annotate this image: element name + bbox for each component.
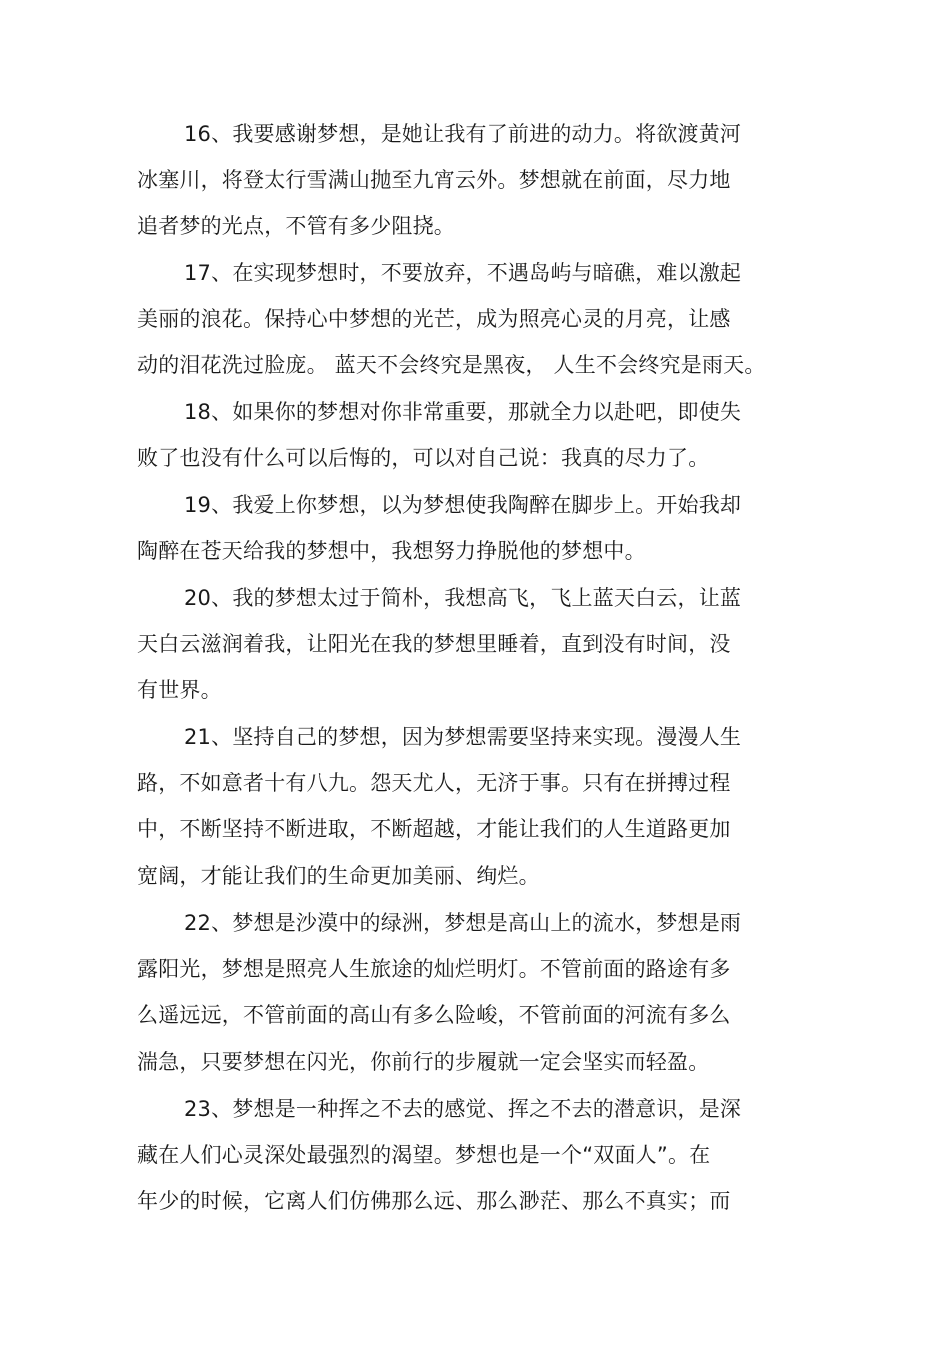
text-line: 16、我要感谢梦想，是她让我有了前进的动力。将欲渡黄河 [184,122,742,146]
text-line: 17、在实现梦想时，不要放弃，不遇岛屿与暗礁，难以激起 [184,261,742,285]
text-line: 败了也没有什么可以后悔的，可以对自己说：我真的尽力了。 [137,446,710,470]
text-line: 路，不如意者十有八九。怨天尤人，无济于事。只有在拼搏过程 [137,771,731,795]
text-line: 19、我爱上你梦想，以为梦想使我陶醉在脚步上。开始我却 [184,493,742,517]
text-line: 20、我的梦想太过于简朴，我想高飞，飞上蓝天白云，让蓝 [184,586,742,610]
text-line: 年少的时候，它离人们仿佛那么远、那么渺茫、那么不真实；而 [137,1189,731,1213]
text-line: 中，不断坚持不断进取，不断超越，才能让我们的人生道路更加 [137,817,731,841]
text-line: 露阳光，梦想是照亮人生旅途的灿烂明灯。不管前面的路途有多 [137,957,731,981]
text-line: 美丽的浪花。保持心中梦想的光芒，成为照亮心灵的月亮，让感 [137,307,731,331]
text-line: 藏在人们心灵深处最强烈的渴望。梦想也是一个“双面人”。在 [137,1143,711,1167]
text-line: 追者梦的光点，不管有多少阻挠。 [137,214,455,238]
text-line: 天白云滋润着我，让阳光在我的梦想里睡着，直到没有时间，没 [137,632,731,656]
text-line: 23、梦想是一种挥之不去的感觉、挥之不去的潜意识，是深 [184,1097,742,1121]
text-line: 动的泪花洗过脸庞。 蓝天不会终究是黑夜， 人生不会终究是雨天。 [137,353,766,377]
text-line: 宽阔，才能让我们的生命更加美丽、绚烂。 [137,864,540,888]
text-line: 陶醉在苍天给我的梦想中，我想努力挣脱他的梦想中。 [137,539,646,563]
text-line: 18、如果你的梦想对你非常重要，那就全力以赴吧，即使失 [184,400,742,424]
text-line: 冰塞川，将登太行雪满山抛至九宵云外。梦想就在前面，尽力地 [137,168,731,192]
text-line: 22、梦想是沙漠中的绿洲，梦想是高山上的流水，梦想是雨 [184,911,742,935]
text-line: 21、坚持自己的梦想，因为梦想需要坚持来实现。漫漫人生 [184,725,742,749]
text-line: 么遥远远，不管前面的高山有多么险峻，不管前面的河流有多么 [137,1003,731,1027]
text-line: 湍急，只要梦想在闪光，你前行的步履就一定会坚实而轻盈。 [137,1050,710,1074]
text-line: 有世界。 [137,678,222,702]
